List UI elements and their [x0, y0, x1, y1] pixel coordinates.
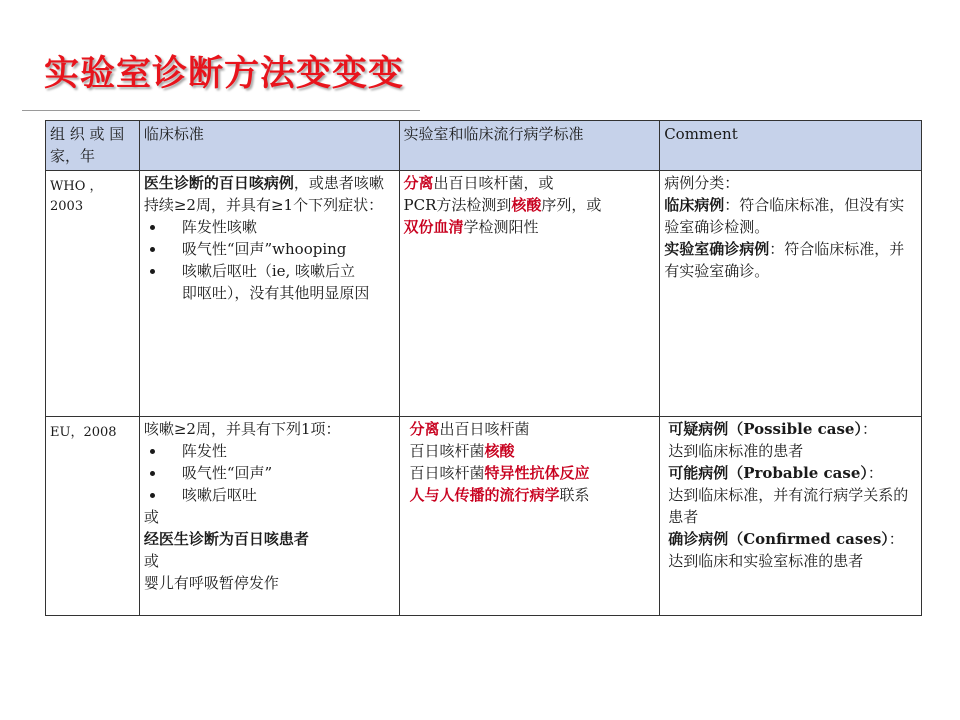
plain-text: 序列，或	[541, 196, 602, 214]
org-eu: EU，2008	[46, 417, 140, 616]
highlight-text: 核酸	[511, 196, 542, 214]
highlight-text: 双份血清	[403, 218, 464, 236]
who-symptom-list	[144, 216, 395, 282]
list-item: 吸气性“回声”	[144, 462, 395, 484]
title-divider	[22, 110, 420, 111]
criteria-table	[45, 120, 922, 616]
who-lab	[399, 171, 660, 417]
eu-comment-possible-desc: 达到临床标准的患者	[668, 442, 804, 460]
who-clinical-bold: 医生诊断的百日咳病例	[143, 174, 294, 192]
eu-symptom-list	[144, 440, 395, 506]
header-lab: 实验室和临床流行病学标准	[399, 121, 660, 171]
list-item: 阵发性咳嗽	[144, 216, 395, 238]
highlight-text: 分离	[403, 174, 434, 192]
highlight-text: 人与人传播的流行病学	[409, 486, 560, 504]
who-comment-clinical	[664, 194, 917, 238]
bold-text: 确诊病例（Confirmed cases）	[668, 530, 889, 548]
header-org: 组 织 或 国 家，年	[46, 121, 140, 171]
bold-text: 可能病例（Probable case）	[668, 464, 868, 482]
page-title: 实验室诊断方法变变变	[44, 54, 405, 94]
who-comment-head: 病例分类：	[664, 174, 740, 192]
eu-clinical-last: 婴儿有呼吸暂停发作	[143, 574, 279, 592]
who-clinical-rest: ，或患者咳嗽持续≥2周，并具有≥1个下列症状：	[143, 174, 384, 214]
plain-text: ：	[867, 464, 883, 482]
eu-lab-line-3	[410, 462, 656, 484]
plain-text: 联系	[559, 486, 590, 504]
plain-text: 出百日咳杆菌	[439, 420, 530, 438]
plain-text: 百日咳杆菌	[409, 464, 485, 482]
bold-text: 可疑病例（Possible case）	[668, 420, 862, 438]
who-bullet-continuation: 即呕吐），没有其他明显原因	[181, 284, 370, 302]
who-comment-lab	[664, 238, 917, 282]
list-item: 阵发性	[144, 440, 395, 462]
header-comment: Comment	[660, 121, 922, 171]
who-clinical	[139, 171, 399, 417]
who-lab-line-1	[404, 172, 656, 194]
who-lab-line-3	[404, 216, 656, 238]
eu-comment	[660, 417, 922, 616]
eu-lab-line-1	[410, 418, 656, 440]
plain-text: 百日咳杆菌	[409, 442, 485, 460]
highlight-text: 核酸	[484, 442, 515, 460]
plain-text: ：	[861, 420, 877, 438]
list-item: 吸气性“回声”whooping	[144, 238, 395, 260]
eu-comment-confirmed-desc: 达到临床和实验室标准的患者	[668, 552, 864, 570]
eu-clinical-bold: 经医生诊断为百日咳患者	[143, 530, 309, 548]
plain-text: ：符合临床标准，并有实验室确诊。	[664, 240, 905, 280]
header-clinical: 临床标准	[139, 121, 399, 171]
plain-text: 出百日咳杆菌，或	[433, 174, 554, 192]
eu-comment-confirmed	[668, 528, 917, 550]
who-comment	[660, 171, 922, 417]
eu-clinical	[139, 417, 399, 616]
eu-clinical-head: 咳嗽≥2周，并具有下列1项：	[143, 420, 341, 438]
list-item: 咳嗽后呕吐	[144, 484, 395, 506]
eu-lab	[399, 417, 660, 616]
eu-comment-probable-desc: 达到临床标准，并有流行病学关系的患者	[668, 486, 909, 526]
who-lab-line-2	[404, 194, 656, 216]
org-who: WHO ，2003	[46, 171, 140, 417]
table-header-row	[46, 121, 922, 171]
eu-comment-possible	[668, 418, 917, 440]
eu-lab-line-4	[410, 484, 656, 506]
table-row-eu	[46, 417, 922, 616]
eu-or-1: 或	[143, 508, 159, 526]
bold-text: 实验室确诊病例	[664, 240, 770, 258]
highlight-text: 分离	[409, 420, 440, 438]
eu-or-2: 或	[143, 552, 159, 570]
eu-lab-line-2	[410, 440, 656, 462]
list-item: 咳嗽后呕吐（ie, 咳嗽后立	[144, 260, 395, 282]
plain-text: PCR方法检测到	[403, 196, 512, 214]
plain-text: ：符合临床标准，但没有实验室确诊检测。	[664, 196, 905, 236]
highlight-text: 特异性抗体反应	[484, 464, 590, 482]
plain-text: 学检测阳性	[463, 218, 539, 236]
plain-text: ：	[888, 530, 904, 548]
table-row-who	[46, 171, 922, 417]
eu-comment-probable	[668, 462, 917, 484]
bold-text: 临床病例	[664, 196, 725, 214]
